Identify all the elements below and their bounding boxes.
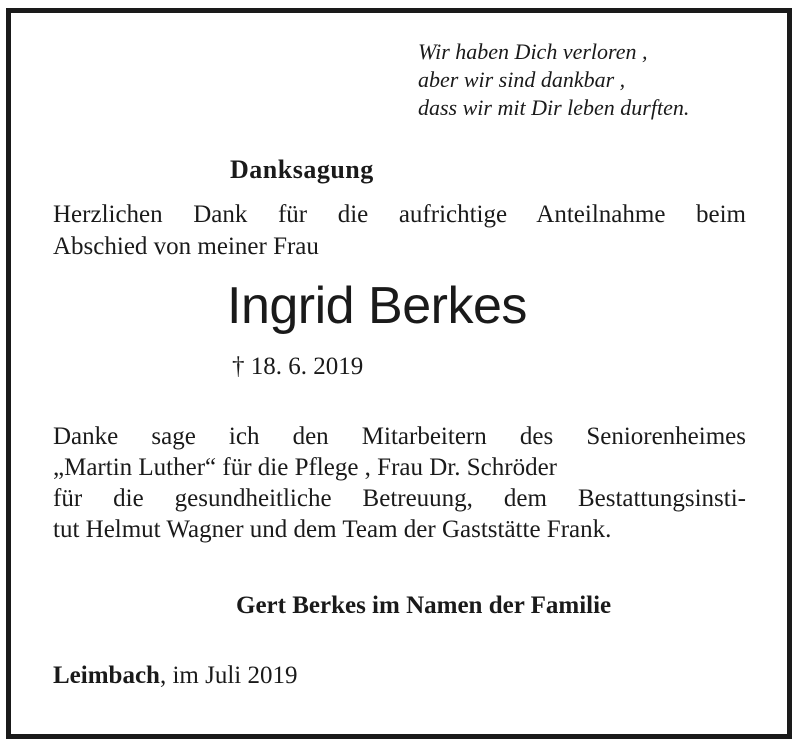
motto-line: dass wir mit Dir leben durften. — [418, 95, 690, 120]
intro-text — [53, 199, 746, 263]
thanks-text — [53, 421, 746, 545]
thanks-line: tut Helmut Wagner und dem Team der Gaststätte Frank. — [53, 516, 612, 543]
place-town: Leimbach — [53, 662, 160, 689]
intro-line: Herzlichen Dank für die aufrichtige Anteilnahme beim — [53, 201, 746, 228]
intro-line: Abschied von meiner Frau — [53, 233, 319, 260]
motto-verse — [418, 38, 689, 122]
signature: Gert Berkes im Namen der Familie — [236, 592, 612, 619]
thanks-line: für die gesundheitliche Betreuung, dem Bestattungsinsti- — [53, 485, 746, 512]
motto-line: aber wir sind dankbar , — [418, 67, 626, 92]
thanks-line: „Martin Luther“ für die Pflege , Frau Dr. Schröder — [53, 454, 558, 481]
motto-line: Wir haben Dich verloren , — [418, 39, 648, 64]
thanks-line: Danke sage ich den Mitarbeitern des Seniorenheimes — [53, 423, 746, 450]
notice-heading: Danksagung — [230, 155, 374, 184]
death-date: † 18. 6. 2019 — [232, 353, 364, 380]
place-date — [53, 662, 297, 690]
deceased-name: Ingrid Berkes — [227, 277, 527, 335]
place-date-text: , im Juli 2019 — [159, 662, 298, 689]
